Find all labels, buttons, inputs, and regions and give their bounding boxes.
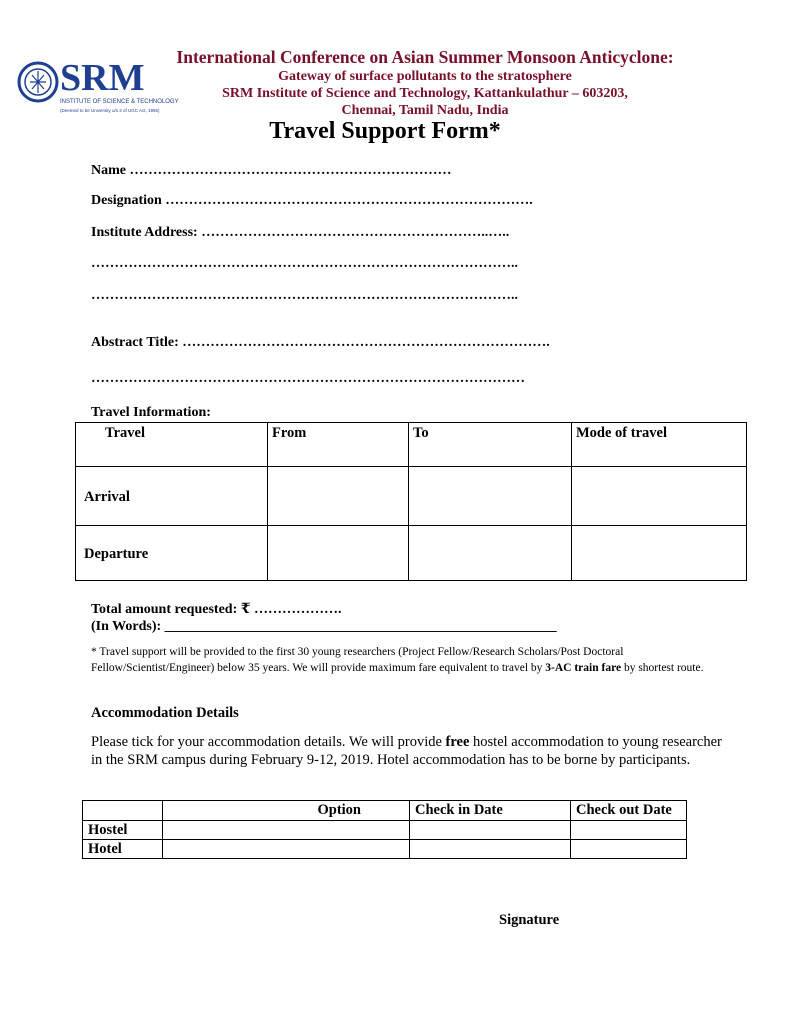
check-in-col-header: Check in Date: [410, 801, 571, 821]
hostel-row: [83, 821, 687, 840]
conference-subtitle: Gateway of surface pollutants to the stratosphere: [278, 69, 572, 84]
accommodation-corner-cell: [83, 801, 163, 821]
departure-label: Departure: [76, 526, 268, 581]
in-words-label: (In Words):: [91, 619, 165, 634]
travel-col-header: Travel: [76, 423, 268, 467]
accommodation-header-row: [83, 801, 687, 821]
check-out-col-header: Check out Date: [571, 801, 687, 821]
logo-subtitle-2: (Deemed to be University u/s 3 of UGC Act, 1956): [60, 108, 160, 113]
note-bold-fare: 3-AC train fare: [545, 662, 622, 674]
institute-address-field[interactable]: Institute Address: ……………………………………………………..…..: [91, 225, 510, 240]
hostel-label: Hostel: [83, 821, 163, 840]
accommodation-free: free: [445, 734, 470, 750]
departure-mode-cell[interactable]: [572, 526, 747, 581]
accommodation-text-end: hostel accommodation to young researcher in the SRM campus during February 9-12, 2019. Hotel accommodation has to be borne by participants.: [91, 734, 722, 768]
note-text: * Travel support will be provided to the first 30 young researchers (Project Fellow/Research Scholars/Post Doctoral Fellow/Scientist/Engineer) below 35 years. We will provide maximum fare equivalent to travel by: [91, 646, 624, 674]
arrival-to-cell[interactable]: [409, 467, 572, 526]
from-col-header: From: [268, 423, 409, 467]
amount-in-words-field[interactable]: [91, 619, 557, 635]
signature-label: Signature: [499, 912, 560, 928]
venue-line-2: Chennai, Tamil Nadu, India: [341, 103, 509, 118]
abstract-title-field[interactable]: Abstract Title: …………………………………………………………………….: [91, 335, 550, 350]
hotel-option-cell[interactable]: [163, 840, 410, 859]
departure-from-cell[interactable]: [268, 526, 409, 581]
accommodation-table: [82, 800, 687, 859]
travel-header-row: [76, 423, 747, 467]
accommodation-heading: Accommodation Details: [91, 705, 239, 721]
address-line-2[interactable]: ………………………………………………………………………………..: [91, 256, 518, 271]
hostel-check-in-cell[interactable]: [410, 821, 571, 840]
option-col-header: Option: [163, 801, 410, 821]
to-col-header: To: [409, 423, 572, 467]
hostel-option-cell[interactable]: [163, 821, 410, 840]
travel-table: [75, 422, 747, 581]
travel-info-heading: Travel Information:: [91, 405, 211, 420]
venue-line-1: SRM Institute of Science and Technology, Kattankulathur – 603203,: [222, 86, 628, 101]
hostel-check-out-cell[interactable]: [571, 821, 687, 840]
total-amount-field[interactable]: Total amount requested: ₹ ……………….: [91, 602, 342, 617]
name-field[interactable]: Name ……………………………………………………………: [91, 163, 452, 178]
hotel-check-in-cell[interactable]: [410, 840, 571, 859]
logo-wordmark: SRM: [60, 57, 145, 99]
arrival-from-cell[interactable]: [268, 467, 409, 526]
arrival-mode-cell[interactable]: [572, 467, 747, 526]
hotel-row: [83, 840, 687, 859]
travel-support-note: [91, 644, 736, 676]
in-words-line[interactable]: ________________________________________________________: [164, 619, 557, 634]
accommodation-paragraph: [91, 733, 731, 769]
arrival-row: [76, 467, 747, 526]
arrival-label: Arrival: [76, 467, 268, 526]
logo-subtitle: INSTITUTE OF SCIENCE & TECHNOLOGY: [60, 99, 179, 105]
departure-row: [76, 526, 747, 581]
hotel-check-out-cell[interactable]: [571, 840, 687, 859]
mode-col-header: Mode of travel: [572, 423, 747, 467]
accommodation-text: Please tick for your accommodation details. We will provide: [91, 734, 446, 750]
hotel-label: Hotel: [83, 840, 163, 859]
designation-field[interactable]: Designation …………………………………………………………………….: [91, 193, 533, 208]
form-title: Travel Support Form*: [269, 118, 501, 144]
address-line-3[interactable]: ………………………………………………………………………………..: [91, 288, 518, 303]
abstract-line-2[interactable]: …………………………………………………………………………………: [91, 371, 525, 386]
note-suffix: by shortest route.: [621, 662, 704, 674]
conference-title: International Conference on Asian Summer Monsoon Anticyclone:: [176, 47, 674, 67]
departure-to-cell[interactable]: [409, 526, 572, 581]
